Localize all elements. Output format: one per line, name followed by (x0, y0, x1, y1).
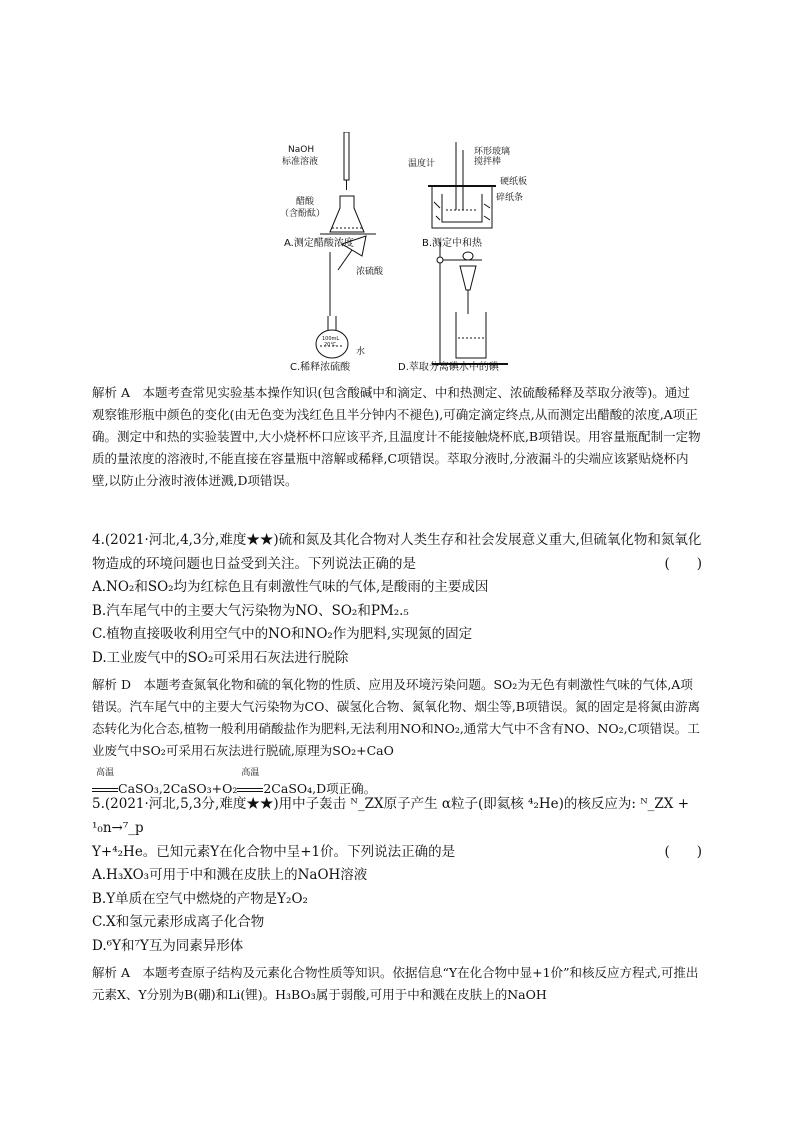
label-flask-volume: 100mL (322, 336, 340, 342)
label-thermometer: 温度计 (408, 159, 436, 169)
label-conc-sulfuric-acid: 浓硫酸 (356, 267, 384, 277)
q5-option-d: D.⁶Y和⁷Y互为同素异形体 (92, 937, 244, 954)
q4-explanation: 解析 D 本题考查氮氧化物和硫的氧化物的性质、应用及环境污染问题。SO₂为无色有刺激性气味的气体,A项错误。汽车尾气中的主要大气污染物为CO、碳氢化合物、氮氧化物、烟尘等,B项错误。氮的固定是将氮由游离态转化为化合态,植物一般利用硝酸盐作为肥料,无法利用NO和NO₂,通常大气中不含有NO、NO₂,C项错误。工业废气中SO₂可采用石灰法进行脱硫,原理为SO₂+CaO (92, 677, 700, 758)
q4-stem (92, 528, 702, 576)
label-acetic-acid: 醋酸 (296, 197, 315, 207)
q5-option-c: C.X和氢元素形成离子化合物 (92, 914, 265, 930)
q3-explanation (92, 382, 702, 492)
q4-option-a: A.NO₂和SO₂均为红棕色且有刺激性气味的气体,是酸雨的主要成因 (92, 579, 489, 595)
label-naoh: NaOH (288, 145, 315, 155)
apparatus-figure (260, 132, 580, 377)
q4-eq-end: 2CaSO₄,D项正确。 (263, 781, 377, 796)
q4-option-b: B.汽车尾气中的主要大气污染物为NO、SO₂和PM₂.₅ (92, 602, 409, 619)
question-5 (92, 792, 702, 1006)
q4-eq-arrow-2: 高温 (237, 768, 263, 800)
q4-option-c: C.植物直接吸收利用空气中的NO和NO₂作为肥料,实现氮的固定 (92, 626, 473, 642)
q5-stem-text: Y+⁴₂He。已知元素Y在化合物中呈+1价。下列说法正确的是 (92, 844, 456, 860)
q5-stem-line2 (92, 840, 702, 864)
label-flask-temp: 20℃ (324, 342, 336, 348)
label-stirrer-2: 搅拌棒 (474, 157, 502, 167)
q3-explanation-text: 解析 A 本题考查常见实验基本操作知识(包含酸碱中和滴定、中和热测定、浓硫酸稀释及萃取分液等)。通过观察锥形瓶中颜色的变化(由无色变为浅红色且半分钟内不褪色),可确定滴定终点,从而测定出醋酸的浓度,A项正确。测定中和热的实验装置中,大小烧杯杯口应该平齐,且温度计不能接触烧杯底,B项错误。用容量瓶配制一定物质的量浓度的溶液时,不能直接在容量瓶中溶解或稀释,C项错误。萃取分液时,分液漏斗的尖端应该紧贴烧杯内壁,以防止分液时液体迸溅,D项错误。 (92, 385, 701, 488)
label-water: 水 (356, 347, 366, 357)
label-cardboard: 硬纸板 (500, 177, 528, 187)
burette-apparatus (320, 132, 376, 234)
caption-d: D.萃取分离碘水中的碘 (398, 362, 499, 373)
separatory-funnel-apparatus (432, 242, 508, 364)
label-paper-scraps: 碎纸条 (496, 193, 524, 203)
question-4 (92, 528, 702, 800)
q4-eq-middle: CaSO₃,2CaSO₃+O₂ (118, 781, 238, 796)
caption-a: A.测定醋酸浓度 (284, 238, 354, 249)
q4-option-d: D.工业废气中的SO₂可采用石灰法进行脱除 (92, 649, 349, 666)
q4-stem-text: 4.(2021·河北,4,3分,难度★★)硫和氮及其化合物对人类生存和社会发展意义重大,但硫氧化物和氮氧化物造成的环境问题也日益受到关注。下列说法正确的是 (92, 532, 702, 572)
q4-answer-paren: ( ) (664, 556, 702, 572)
q5-option-b: B.Y单质在空气中燃烧的产物是Y₂O₂ (92, 890, 308, 907)
q5-stem-line1: 5.(2021·河北,5,3分,难度★★)用中子轰击 ᴺ_ZX原子产生 α粒子(即氦核 ⁴₂He)的核反应为: ᴺ_ZX + ¹₀n→⁷_p (92, 796, 690, 836)
q4-eq-arrow-1: 高温 (92, 768, 118, 800)
caption-c: C.稀释浓硫酸 (290, 362, 351, 373)
q5-answer-paren: ( ) (664, 844, 702, 860)
label-indicator: （含酚酞） (280, 209, 326, 219)
apparatus-diagram (260, 132, 580, 377)
q5-explanation: 解析 A 本题考查原子结构及元素化合物性质等知识。依据信息“Y在化合物中显+1价”和核反应方程式,可推出元素X、Y分别为B(硼)和Li(锂)。H₃BO₃属于弱酸,可用于中和溅在皮肤上的NaOH (92, 965, 699, 1002)
label-standard-solution: 标准溶液 (282, 157, 319, 167)
caption-b: B.测定中和热 (422, 238, 483, 249)
label-stirrer-1: 环形玻璃 (474, 147, 511, 157)
q5-option-a: A.H₃XO₃可用于中和溅在皮肤上的NaOH溶液 (92, 867, 368, 883)
